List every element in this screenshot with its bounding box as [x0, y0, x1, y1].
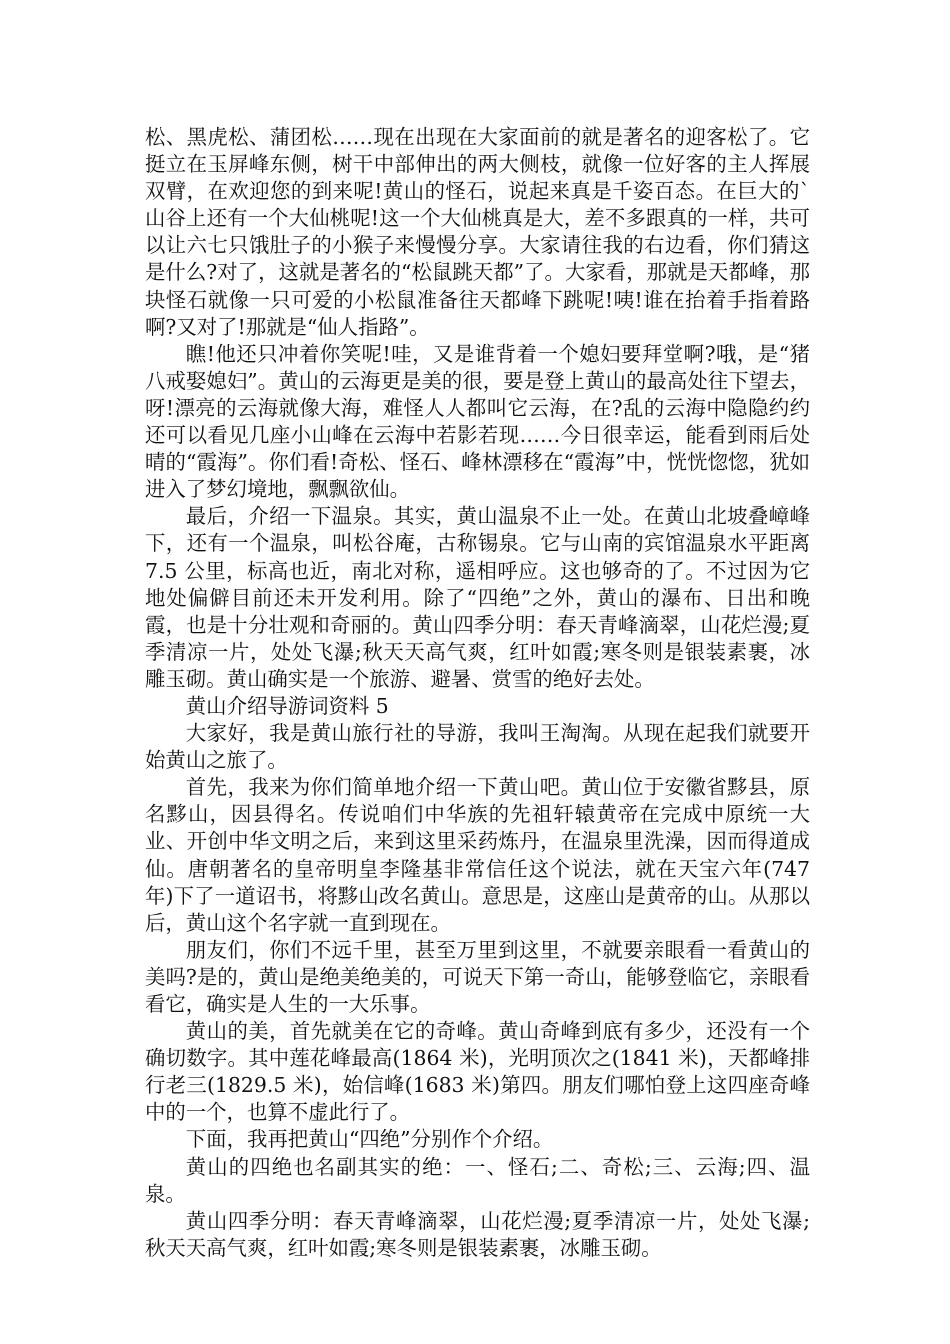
paragraph-6: 首先，我来为你们简单地介绍一下黄山吧。黄山位于安徽省黟县，原名黟山，因县得名。传说咱们中华族的先祖轩辕黄帝在完成中原统一大业、开创中华文明之后，来到这里采药炼丹，在温泉里洗澡，因而得道成仙。唐朝著名的皇帝明皇李隆基非常信任这个说法，就在天宝六年(747 年)下了一道诏书，将黟山改名黄山。意思是，这座山是黄帝的山。从那以后，黄山这个名字就一直到现在。	[145, 775, 810, 935]
paragraph-1: 松、黑虎松、蒲团松……现在出现在大家面前的就是著名的迎客松了。它挺立在玉屏峰东侧，树干中部伸出的两大侧枝，就像一位好客的主人挥展双臂，在欢迎您的到来呢!黄山的怪石，说起来真是千姿百态。在巨大的`山谷上还有一个大仙桃呢!这一个大仙桃真是大，差不多跟真的一样，共可以让六七只饿肚子的小猴子来慢慢分享。大家请往我的右边看，你们猜这是什么?对了，这就是著名的“松鼠跳天都”了。大家看，那就是天都峰，那块怪石就像一只可爱的小松鼠准备往天都峰下跳呢!咦!谁在抬着手指着路啊?又对了!那就是“仙人指路”。	[145, 125, 810, 339]
paragraph-9: 下面，我再把黄山“四绝”分别作个介绍。	[185, 1127, 554, 1152]
paragraph-10: 黄山的四绝也名副其实的绝：一、怪石;二、奇松;三、云海;四、温泉。	[145, 1154, 810, 1206]
paragraph-3: 最后，介绍一下温泉。其实，黄山温泉不止一处。在黄山北坡叠嶂峰下，还有一个温泉，叫松谷庵，古称锡泉。它与山南的宾馆温泉水平距离 7.5 公里，标高也近，南北对称，遥相呼应。这也够奇的了。不过因为它地处偏僻目前还未开发利用。除了“四绝”之外，黄山的瀑布、日出和晚霞，也是十分壮观和奇丽的。黄山四季分明：春天青峰滴翠，山花烂漫;夏季清凉一片，处处飞瀑;秋天天高气爽，红叶如霞;寒冬则是银装素裹，冰雕玉砌。黄山确实是一个旅游、避暑、赏雪的绝好去处。	[145, 504, 810, 691]
paragraph-8: 黄山的美，首先就美在它的奇峰。黄山奇峰到底有多少，还没有一个确切数字。其中莲花峰最高(1864 米)，光明顶次之(1841 米)，天都峰排行老三(1829.5 米)，始信峰(1683 米)第四。朋友们哪怕登上这四座奇峰中的一个，也算不虚此行了。	[145, 1019, 810, 1125]
paragraph-2: 瞧!他还只冲着你笑呢!哇，又是谁背着一个媳妇要拜堂啊?哦，是“猪八戒娶媳妇”。黄山的云海更是美的很，要是登上黄山的最高处往下望去，呀!漂亮的云海就像大海，难怪人人都叫它云海，在?乱的云海中隐隐约约还可以看见几座小山峰在云海中若影若现……今日很幸运，能看到雨后处晴的“霞海”。你们看!奇松、怪石、峰林漂移在“霞海”中，恍恍惚惚，犹如进入了梦幻境地，飘飘欲仙。	[145, 341, 810, 502]
section-heading: 黄山介绍导游词资料 5	[185, 693, 389, 718]
paragraph-5: 大家好，我是黄山旅行社的导游，我叫王淘淘。从现在起我们就要开始黄山之旅了。	[145, 721, 810, 773]
paragraph-7: 朋友们，你们不远千里，甚至万里到这里，不就要亲眼看一看黄山的美吗?是的，黄山是绝美绝美的，可说天下第一奇山，能够登临它，亲眼看看它，确实是人生的一大乐事。	[145, 937, 810, 1016]
document-body	[145, 124, 810, 1262]
paragraph-11: 黄山四季分明：春天青峰滴翠，山花烂漫;夏季清凉一片，处处飞瀑;秋天天高气爽，红叶如霞;寒冬则是银装素裹，冰雕玉砌。	[145, 1208, 810, 1260]
